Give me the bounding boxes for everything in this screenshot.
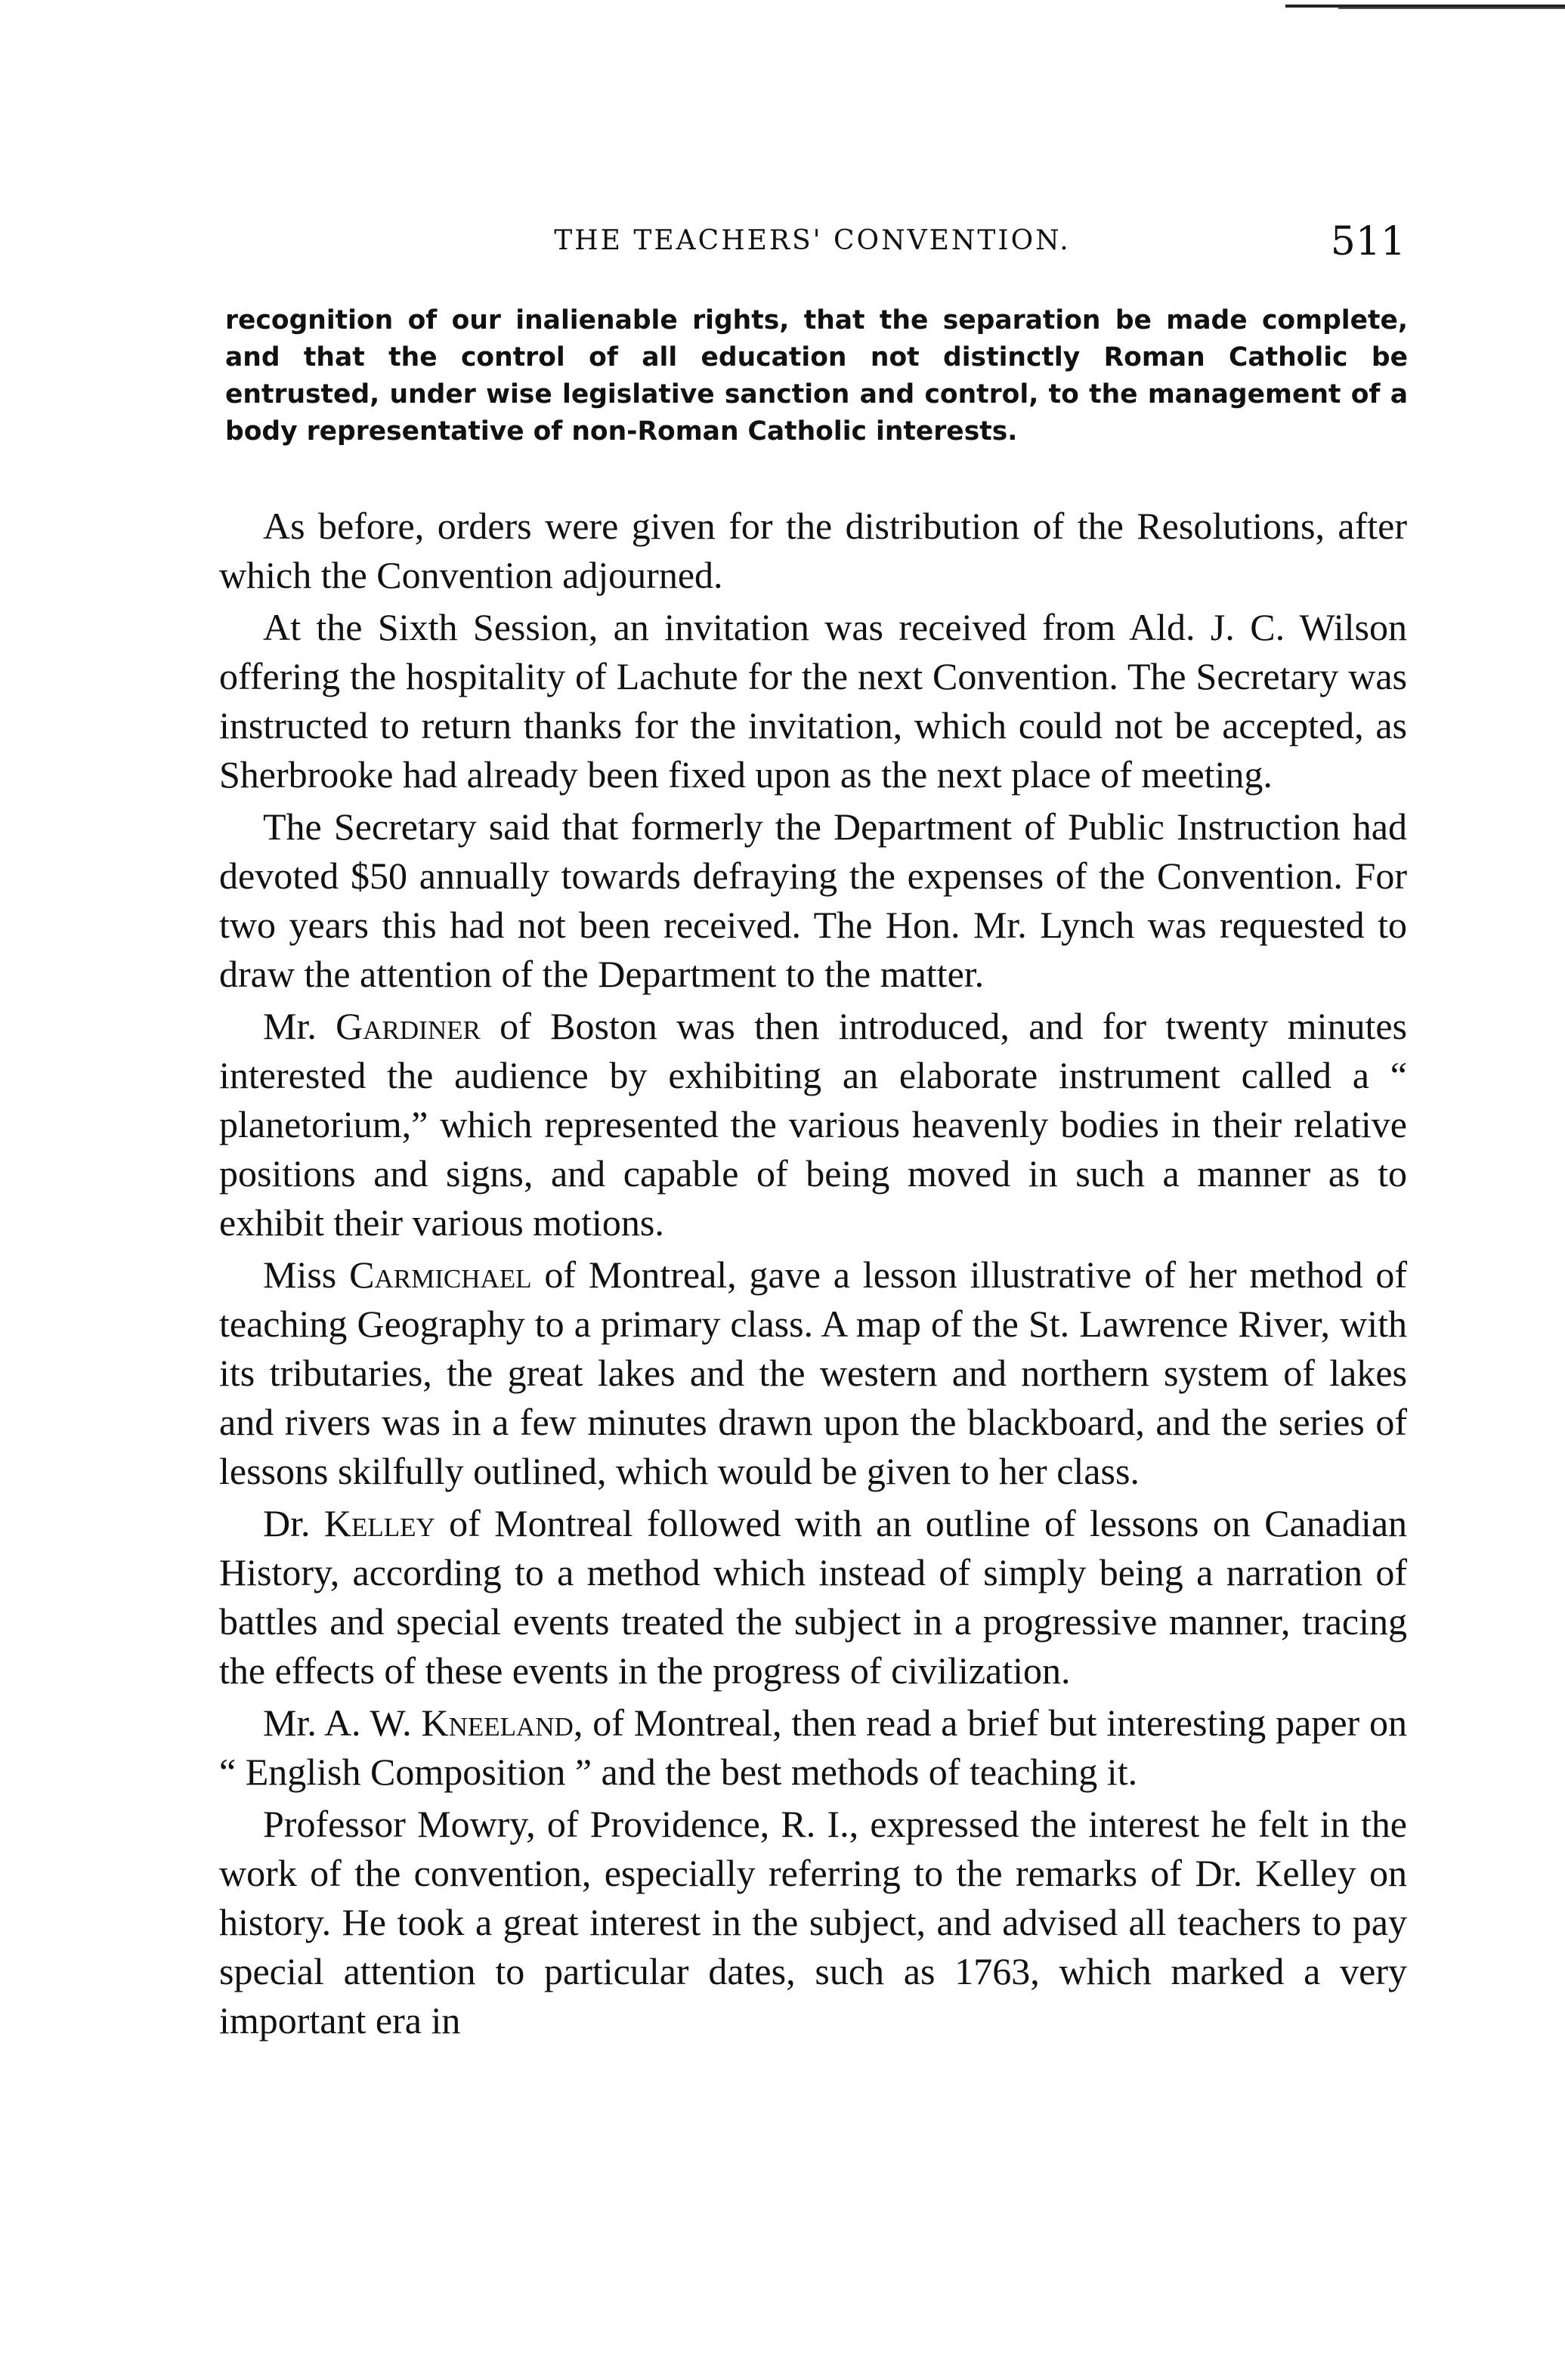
running-head: THE TEACHERS' CONVENTION. (554, 225, 1071, 256)
paragraph (219, 502, 1407, 600)
page-number: 511 (1330, 219, 1406, 264)
paragraph (219, 1250, 1407, 1496)
paragraph-text: of Montreal followed with an outline of lessons on Canadian History, according to a method which instead of simply being a narration of battles and special events treated the subject in a progressive manner, tracing the effects of these events in the progress of civilization. (219, 1502, 1408, 1692)
speaker-title: Miss (263, 1253, 337, 1296)
quoted-resolution: recognition of our inalienable rights, that the separation be made complete, and that the control of all education not distinctly Roman Catholic be entrusted, under wise legislative sanction and control, to the management of a body representative of non-Roman Catholic interests. (225, 305, 1408, 447)
paragraph-text: The Secretary said that formerly the Department of Public Instruction had devoted $50 annually towards defraying the expenses of the Convention. For two years this had not been received. The Hon. Mr. Lynch was requested to draw the attention of the Department to the matter. (219, 805, 1407, 995)
paragraph-text: As before, orders were given for the distribution of the Resolutions, after which the Convention adjourned. (219, 505, 1407, 596)
scan-edge-mark-thin (1338, 8, 1565, 9)
speaker-name: Kneeland, (421, 1702, 583, 1744)
speaker-title: Mr. (263, 1005, 317, 1047)
speaker-name: Kelley (323, 1502, 435, 1544)
paragraph (219, 802, 1407, 999)
paragraph-text: of Montreal, gave a lesson illustrative of her method of teaching Geography to a primary class. A map of the St. Lawrence River, with its tributaries, the great lakes and the western and northern system of lakes and rivers was in a few minutes drawn upon the blackboard, and the series of lessons skilfully outlined, which would be given to her class. (219, 1253, 1408, 1492)
paragraph (219, 1002, 1407, 1247)
speaker-title: Mr. A. W. (263, 1702, 412, 1744)
body-text (219, 502, 1407, 2048)
paragraph (219, 1698, 1407, 1797)
paragraph (219, 603, 1407, 799)
speaker-name: Carmichael (349, 1253, 532, 1296)
paragraph-text: At the Sixth Session, an invitation was received from Ald. J. C. Wilson offering the hospitality of Lachute for the next Convention. The Secretary was instructed to return thanks for the invitation, which could not be accepted, as Sherbrooke had already been fixed upon as the next place of meeting. (219, 606, 1407, 796)
paragraph (219, 1499, 1407, 1695)
paragraph-text: Professor Mowry, of Providence, R. I., expressed the interest he felt in the work of the convention, especially referring to the remarks of Dr. Kelley on history. He took a great interest in the subject, and advised all teachers to pay special attention to particular dates, such as 1763, which marked a very important era in (219, 1803, 1407, 2042)
paragraph-text: of Montreal, then read a brief but interesting paper on “ English Composition ” and the best methods of teaching it. (219, 1702, 1408, 1793)
speaker-name: Gardiner (336, 1005, 481, 1047)
paragraph (219, 1800, 1407, 2045)
paragraph-text: of Boston was then introduced, and for twenty minutes interested the audience by exhibiting an elaborate instrument called a “ planetorium,” which represented the various heavenly bodies in their relative positions and signs, and capable of being moved in such a manner as to exhibit their various motions. (219, 1005, 1408, 1244)
page-header (219, 219, 1406, 272)
speaker-title: Dr. (263, 1502, 311, 1544)
